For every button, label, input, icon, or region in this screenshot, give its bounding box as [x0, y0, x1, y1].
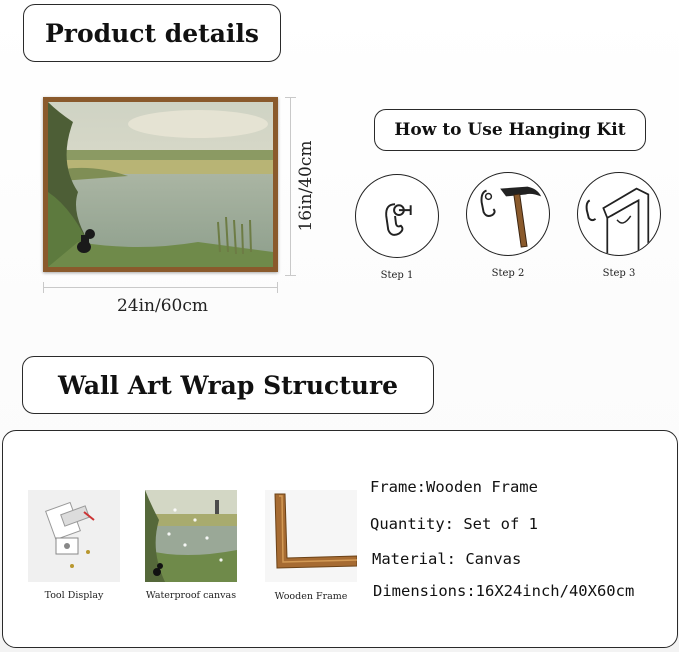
step-3-label: Step 3: [602, 268, 636, 279]
hanging-kit-heading: How to Use Hanging Kit: [374, 109, 646, 151]
product-details-heading: Product details: [23, 4, 281, 62]
framed-painting-image: [43, 97, 278, 272]
wooden-frame-image: [265, 490, 357, 582]
waterproof-canvas-label: Waterproof canvas: [145, 590, 237, 601]
waterproof-canvas-image: [145, 490, 237, 582]
width-dimension-tick: [43, 282, 44, 293]
height-dimension-tick: [285, 275, 296, 276]
spec-frame: Frame:Wooden Frame: [370, 478, 538, 496]
width-dimension-line: [43, 287, 278, 288]
hook-hammer-icon: [466, 172, 550, 256]
height-dimension-line: [290, 97, 291, 275]
wall-hook-nail-icon: [355, 174, 439, 258]
spec-quantity: Quantity: Set of 1: [370, 515, 538, 533]
height-dimension-tick: [285, 97, 296, 98]
width-label: 24in/60cm: [116, 296, 209, 316]
hanging-frame-on-hook-icon: [577, 172, 661, 256]
width-dimension-tick: [277, 282, 278, 293]
tool-display-label: Tool Display: [44, 590, 104, 601]
spec-dimensions: Dimensions:16X24inch/40X60cm: [373, 582, 635, 600]
height-label: 16in/40cm: [296, 140, 316, 232]
wooden-frame-label: Wooden Frame: [274, 591, 348, 602]
step-2-label: Step 2: [491, 268, 525, 279]
tool-display-image: [28, 490, 120, 582]
wrap-structure-heading: Wall Art Wrap Structure: [22, 356, 434, 414]
step-1-label: Step 1: [380, 270, 414, 281]
spec-material: Material: Canvas: [372, 550, 522, 568]
